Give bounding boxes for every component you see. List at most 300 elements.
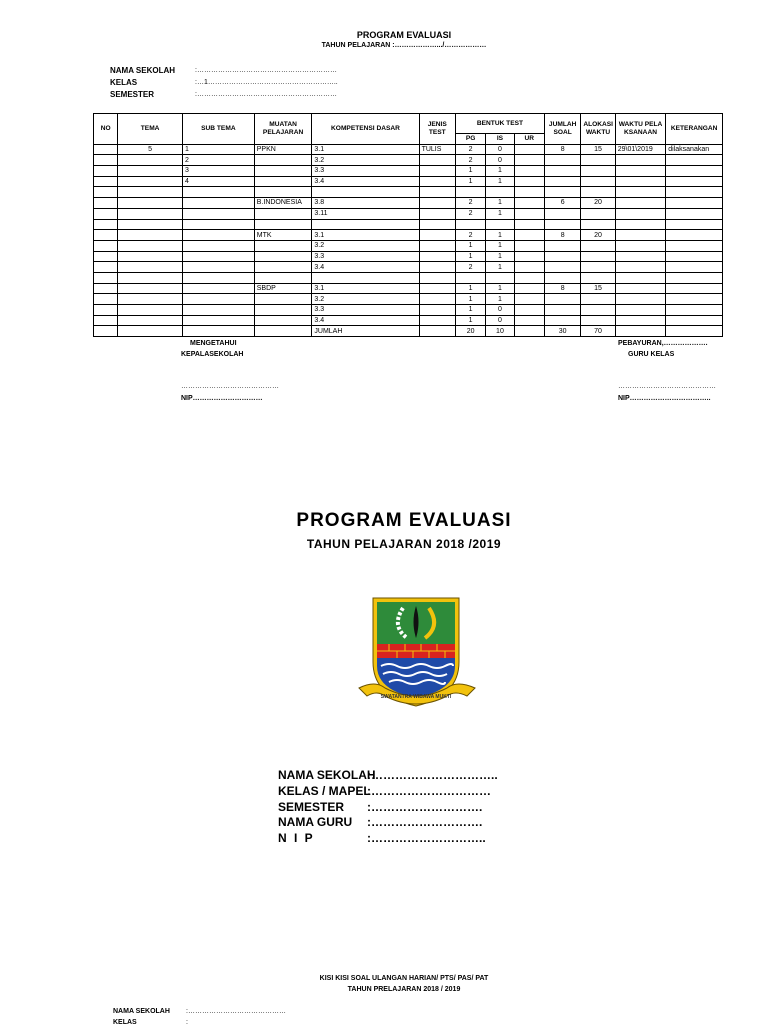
table-cell — [666, 208, 723, 219]
table-cell — [118, 176, 183, 187]
sign-left-name: …………………………………… — [181, 383, 279, 390]
table-cell: dilaksanakan — [666, 144, 723, 155]
table-cell — [455, 187, 485, 198]
table-cell: 2 — [455, 198, 485, 209]
table-cell — [581, 262, 615, 273]
table-cell — [94, 144, 118, 155]
table-cell — [544, 262, 580, 273]
table-cell — [118, 208, 183, 219]
table-cell — [182, 208, 254, 219]
table-cell: 3.4 — [312, 315, 419, 326]
table-cell — [544, 315, 580, 326]
table-cell — [514, 198, 544, 209]
header-is: IS — [486, 134, 514, 145]
cover-title: PROGRAM EVALUASI — [296, 510, 512, 531]
table-cell — [544, 251, 580, 262]
table-cell — [312, 219, 419, 230]
cover-subtitle: TAHUN PELAJARAN 2018 /2019 — [306, 537, 502, 551]
table-cell — [94, 326, 118, 337]
table-cell — [118, 155, 183, 166]
table-row — [94, 240, 723, 251]
table-cell — [544, 176, 580, 187]
table-cell — [581, 176, 615, 187]
table-cell — [544, 187, 580, 198]
table-cell — [486, 187, 514, 198]
table-cell — [514, 144, 544, 155]
table-row — [94, 144, 723, 155]
cover-label-semester: SEMESTER — [278, 800, 345, 814]
table-cell — [254, 240, 312, 251]
header-waktu: WAKTU PELAKSANAAN — [615, 114, 666, 145]
table-row — [94, 198, 723, 209]
table-cell — [615, 176, 666, 187]
sign-right-name: …………………………………… — [618, 383, 716, 390]
table-cell: B.INDONESIA — [254, 198, 312, 209]
table-row — [94, 219, 723, 230]
header-ket: KETERANGAN — [666, 114, 723, 145]
table-cell: 3.4 — [312, 262, 419, 273]
table-cell — [581, 155, 615, 166]
table-cell — [666, 262, 723, 273]
table-cell — [514, 230, 544, 241]
table-cell — [419, 240, 455, 251]
table-cell — [419, 208, 455, 219]
table-cell — [615, 283, 666, 294]
table-cell: 3.4 — [312, 176, 419, 187]
table-cell — [118, 251, 183, 262]
table-cell — [254, 166, 312, 177]
table-cell — [615, 187, 666, 198]
table-cell: 2 — [455, 144, 485, 155]
cover-value-teacher: :………………………. — [367, 815, 483, 829]
table-cell — [514, 262, 544, 273]
table-cell — [615, 155, 666, 166]
table-cell — [118, 305, 183, 316]
table-cell: 3.1 — [312, 230, 419, 241]
table-cell — [118, 219, 183, 230]
table-cell — [182, 326, 254, 337]
table-cell — [581, 219, 615, 230]
page3-subtitle: TAHUN PRELAJARAN 2018 / 2019 — [347, 986, 461, 993]
table-cell: 6 — [544, 198, 580, 209]
table-cell — [182, 251, 254, 262]
table-cell — [94, 262, 118, 273]
header-ur: UR — [514, 134, 544, 145]
table-cell — [455, 272, 485, 283]
table-cell: 3 — [182, 166, 254, 177]
table-cell: 2 — [455, 208, 485, 219]
table-cell: 1 — [486, 176, 514, 187]
header-no: NO — [94, 114, 118, 145]
table-cell — [514, 187, 544, 198]
table-cell: 3.8 — [312, 198, 419, 209]
table-cell: 1 — [486, 283, 514, 294]
table-cell — [419, 198, 455, 209]
identity-label-school: NAMA SEKOLAH — [110, 66, 176, 75]
cover-label-class: KELAS / MAPEL — [278, 784, 371, 798]
table-cell: 1 — [486, 166, 514, 177]
table-cell — [419, 294, 455, 305]
table-row — [94, 166, 723, 177]
table-cell — [514, 272, 544, 283]
table-cell — [118, 198, 183, 209]
table-cell: 3.1 — [312, 283, 419, 294]
table-cell — [514, 219, 544, 230]
table-cell: JUMLAH — [312, 326, 419, 337]
identity-label-class: KELAS — [110, 78, 138, 87]
table-cell: 15 — [581, 283, 615, 294]
table-cell — [419, 283, 455, 294]
table-cell — [544, 155, 580, 166]
table-cell — [118, 326, 183, 337]
table-row — [94, 176, 723, 187]
table-cell — [666, 230, 723, 241]
sign-left-nip: NIP………………………… — [181, 395, 263, 402]
table-row — [94, 315, 723, 326]
table-cell: 3.3 — [312, 305, 419, 316]
table-cell: 0 — [486, 315, 514, 326]
table-cell — [615, 230, 666, 241]
table-cell — [666, 315, 723, 326]
table-row — [94, 208, 723, 219]
table-cell: 1 — [455, 315, 485, 326]
sign-left-line2: KEPALASEKOLAH — [181, 351, 244, 358]
table-row — [94, 272, 723, 283]
page-title: PROGRAM EVALUASI — [356, 30, 452, 40]
table-cell: 3.11 — [312, 208, 419, 219]
table-cell — [254, 219, 312, 230]
table-cell — [419, 262, 455, 273]
page3-value-class: : — [186, 1019, 188, 1026]
table-cell — [581, 240, 615, 251]
table-cell: 30 — [544, 326, 580, 337]
table-cell — [581, 251, 615, 262]
table-cell — [419, 315, 455, 326]
table-row — [94, 187, 723, 198]
table-cell: 3.1 — [312, 144, 419, 155]
header-bentuk: BENTUK TEST — [455, 114, 544, 134]
table-cell: 0 — [486, 155, 514, 166]
table-cell: 2 — [182, 155, 254, 166]
table-cell — [514, 294, 544, 305]
page3-label-school: NAMA SEKOLAH — [113, 1008, 170, 1015]
table-cell — [118, 262, 183, 273]
sign-left-line1: MENGETAHUI — [190, 340, 237, 347]
sign-right-nip: NIP…………………………….. — [618, 395, 711, 402]
table-cell — [666, 166, 723, 177]
table-cell — [514, 208, 544, 219]
table-cell — [666, 198, 723, 209]
table-cell — [666, 251, 723, 262]
table-cell — [419, 230, 455, 241]
table-row — [94, 305, 723, 316]
table-cell — [182, 272, 254, 283]
table-cell: 3.2 — [312, 294, 419, 305]
table-cell — [615, 326, 666, 337]
table-cell: 1 — [182, 144, 254, 155]
table-cell — [514, 326, 544, 337]
table-cell: 1 — [455, 251, 485, 262]
table-cell — [666, 305, 723, 316]
table-row — [94, 251, 723, 262]
table-cell — [615, 240, 666, 251]
sign-right-line1: PEBAYURAN,………………. — [618, 340, 708, 347]
table-cell: SBDP — [254, 283, 312, 294]
header-kd: KOMPETENSI DASAR — [312, 114, 419, 145]
page3-value-school: :…………………………………… — [186, 1008, 286, 1015]
table-cell: 4 — [182, 176, 254, 187]
table-cell: 2 — [455, 262, 485, 273]
table-cell — [514, 283, 544, 294]
table-cell — [486, 219, 514, 230]
table-cell — [94, 240, 118, 251]
table-cell: 20 — [455, 326, 485, 337]
cover-value-nip: :……………………….. — [367, 831, 486, 845]
table-cell — [254, 176, 312, 187]
table-cell — [182, 315, 254, 326]
table-row — [94, 155, 723, 166]
table-cell — [581, 208, 615, 219]
table-cell: 29\01\2019 — [615, 144, 666, 155]
table-cell — [182, 198, 254, 209]
table-cell — [544, 272, 580, 283]
table-cell — [514, 176, 544, 187]
sign-right-line2: GURU KELAS — [628, 351, 675, 358]
table-cell: 2 — [455, 155, 485, 166]
table-cell: 1 — [486, 251, 514, 262]
table-cell — [254, 294, 312, 305]
table-cell — [118, 294, 183, 305]
table-cell — [615, 305, 666, 316]
table-cell — [419, 272, 455, 283]
cover-value-school: :………………………….. — [367, 768, 498, 782]
table-cell — [182, 230, 254, 241]
page3-title: KISI KISI SOAL ULANGAN HARIAN/ PTS/ PAS/ PAT — [319, 975, 489, 982]
table-cell — [254, 315, 312, 326]
table-row — [94, 283, 723, 294]
table-cell — [94, 294, 118, 305]
table-cell — [254, 187, 312, 198]
table-cell — [94, 198, 118, 209]
table-cell — [254, 208, 312, 219]
identity-value-semester: :…………………………………………………… — [195, 91, 337, 98]
table-cell — [615, 315, 666, 326]
table-row — [94, 262, 723, 273]
table-cell — [615, 272, 666, 283]
cover-label-teacher: NAMA GURU — [278, 815, 353, 829]
cover-value-class: :………………………… — [367, 784, 491, 798]
table-cell — [666, 294, 723, 305]
table-cell — [581, 166, 615, 177]
table-cell: 1 — [455, 176, 485, 187]
table-cell — [94, 230, 118, 241]
table-cell — [118, 315, 183, 326]
table-cell — [581, 272, 615, 283]
evaluation-table — [93, 113, 723, 337]
table-cell — [182, 283, 254, 294]
table-cell — [581, 315, 615, 326]
table-cell — [544, 240, 580, 251]
identity-value-school: :…………………………………………………… — [195, 67, 337, 74]
table-cell: 1 — [455, 166, 485, 177]
table-cell — [514, 305, 544, 316]
table-cell: 3.3 — [312, 166, 419, 177]
table-cell — [514, 155, 544, 166]
table-cell — [94, 251, 118, 262]
table-cell — [254, 251, 312, 262]
table-cell — [615, 198, 666, 209]
table-cell: 1 — [486, 262, 514, 273]
header-jumlah: JUMLAH SOAL — [544, 114, 580, 145]
table-cell: 1 — [486, 198, 514, 209]
table-cell — [182, 240, 254, 251]
table-cell — [486, 272, 514, 283]
table-cell — [182, 219, 254, 230]
table-cell — [94, 305, 118, 316]
header-tema: TEMA — [118, 114, 183, 145]
table-cell — [615, 208, 666, 219]
table-cell — [666, 155, 723, 166]
table-cell — [666, 240, 723, 251]
table-cell — [254, 272, 312, 283]
table-cell — [615, 294, 666, 305]
table-cell: 1 — [455, 294, 485, 305]
table-cell — [118, 187, 183, 198]
table-cell: 1 — [455, 240, 485, 251]
table-cell — [419, 305, 455, 316]
table-cell — [666, 187, 723, 198]
table-cell: 15 — [581, 144, 615, 155]
table-cell — [254, 305, 312, 316]
table-cell — [615, 166, 666, 177]
table-cell — [182, 305, 254, 316]
table-cell — [118, 230, 183, 241]
table-cell — [94, 219, 118, 230]
header-muatan: MUATAN PELAJARAN — [254, 114, 312, 145]
table-cell — [514, 166, 544, 177]
table-cell — [182, 262, 254, 273]
cover-label-nip: N I P — [278, 831, 315, 845]
table-cell — [182, 294, 254, 305]
table-cell — [94, 155, 118, 166]
table-cell — [419, 176, 455, 187]
table-cell — [615, 219, 666, 230]
table-cell — [544, 294, 580, 305]
table-cell: 20 — [581, 230, 615, 241]
table-cell — [254, 262, 312, 273]
table-cell — [514, 240, 544, 251]
table-cell: 3.2 — [312, 240, 419, 251]
table-cell — [666, 283, 723, 294]
table-cell: 8 — [544, 283, 580, 294]
table-cell: 1 — [486, 240, 514, 251]
table-cell — [94, 272, 118, 283]
table-cell — [118, 283, 183, 294]
table-cell — [312, 272, 419, 283]
cover-label-school: NAMA SEKOLAH — [278, 768, 376, 782]
table-cell: 1 — [486, 230, 514, 241]
table-cell: 10 — [486, 326, 514, 337]
table-cell — [581, 305, 615, 316]
page-subtitle: TAHUN PELAJARAN :……………….../……………… — [321, 42, 487, 49]
header-pg: PG — [455, 134, 485, 145]
table-row — [94, 230, 723, 241]
table-cell — [666, 272, 723, 283]
table-cell: 3.2 — [312, 155, 419, 166]
table-cell — [615, 251, 666, 262]
table-cell: 0 — [486, 144, 514, 155]
table-cell — [666, 219, 723, 230]
table-cell: 2 — [455, 230, 485, 241]
table-cell — [666, 176, 723, 187]
table-cell — [419, 251, 455, 262]
table-cell: 1 — [486, 294, 514, 305]
table-cell: 8 — [544, 144, 580, 155]
table-cell — [419, 187, 455, 198]
table-cell: TULIS — [419, 144, 455, 155]
table-cell — [419, 326, 455, 337]
table-cell — [254, 326, 312, 337]
table-cell — [94, 208, 118, 219]
table-cell: PPKN — [254, 144, 312, 155]
table-cell — [118, 272, 183, 283]
emblem-motto: SWATANTRA WIBAWA MUKTI — [380, 694, 452, 700]
table-cell — [419, 155, 455, 166]
table-cell — [544, 305, 580, 316]
cover-value-semester: :………………………. — [367, 800, 483, 814]
table-cell: 3.3 — [312, 251, 419, 262]
table-cell: 20 — [581, 198, 615, 209]
regency-emblem-icon — [355, 592, 479, 716]
table-cell — [419, 219, 455, 230]
page3-label-class: KELAS — [113, 1019, 137, 1026]
table-cell — [94, 315, 118, 326]
table-cell — [118, 166, 183, 177]
table-cell — [544, 166, 580, 177]
table-cell — [514, 251, 544, 262]
table-cell: 8 — [544, 230, 580, 241]
table-cell — [581, 294, 615, 305]
table-cell — [312, 187, 419, 198]
table-cell: 0 — [486, 305, 514, 316]
table-row — [94, 326, 723, 337]
table-cell — [455, 219, 485, 230]
table-cell: 5 — [118, 144, 183, 155]
table-cell — [581, 187, 615, 198]
table-cell — [94, 187, 118, 198]
table-cell — [254, 155, 312, 166]
table-cell — [544, 219, 580, 230]
table-cell: 70 — [581, 326, 615, 337]
table-cell — [514, 315, 544, 326]
identity-value-class: :…1……………………………………………….. — [195, 79, 338, 86]
header-alokasi: ALOKASI WAKTU — [581, 114, 615, 145]
table-cell: MTK — [254, 230, 312, 241]
table-cell: 1 — [455, 305, 485, 316]
header-subtema: SUB TEMA — [182, 114, 254, 145]
header-jenis: JENIS TEST — [419, 114, 455, 145]
table-cell — [94, 176, 118, 187]
table-cell — [182, 187, 254, 198]
table-cell — [94, 166, 118, 177]
table-cell — [615, 262, 666, 273]
table-row — [94, 294, 723, 305]
table-cell — [544, 208, 580, 219]
table-cell — [118, 240, 183, 251]
identity-label-semester: SEMESTER — [110, 90, 155, 99]
table-cell: 1 — [486, 208, 514, 219]
table-cell — [94, 283, 118, 294]
